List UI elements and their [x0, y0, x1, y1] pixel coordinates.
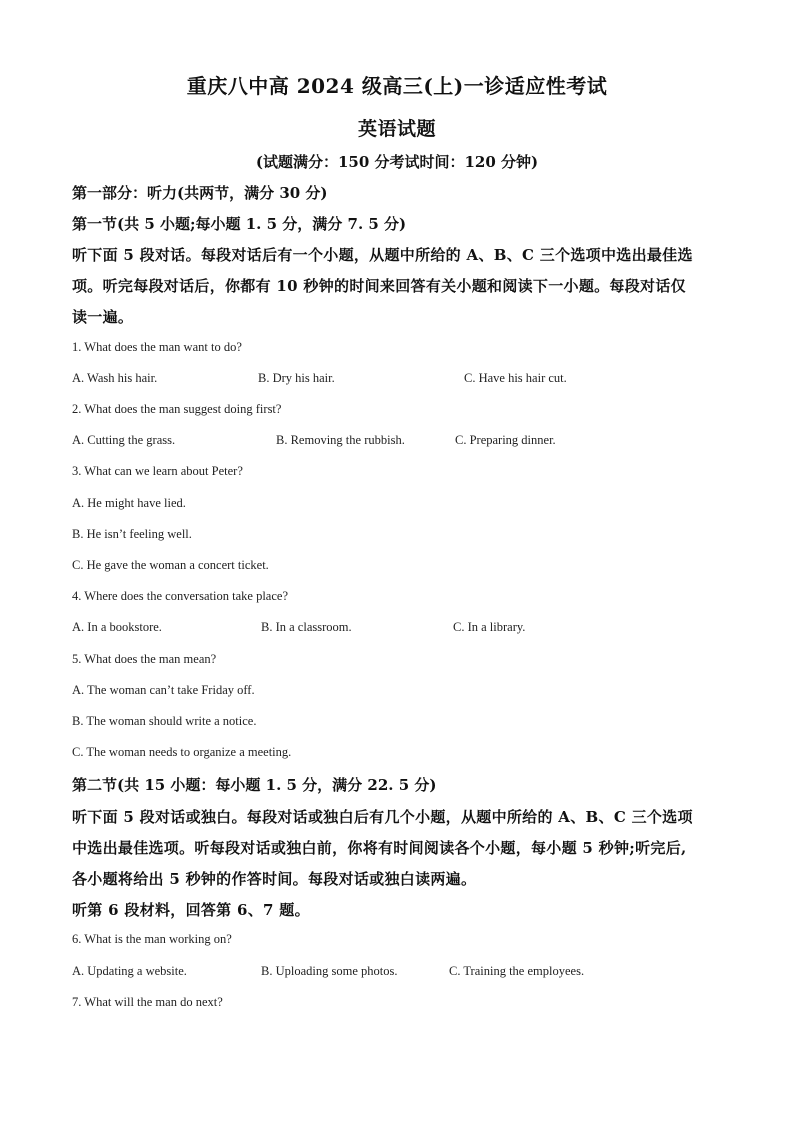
exam-info: (试题满分：150 分考试时间：120 分钟) [255, 153, 539, 171]
section2-instruction-line: 中选出最佳选项。听每段对话或独白前，你将有时间阅读各个小题，每小题 5 秒钟;听完后, [72, 839, 687, 857]
option-c: C. He gave the woman a concert ticket. [72, 558, 269, 572]
option-a: A. Wash his hair. [72, 371, 158, 385]
option-b: B. The woman should write a notice. [72, 714, 257, 728]
question-stem: 2. What does the man suggest doing first? [72, 402, 282, 416]
option-b: B. Dry his hair. [258, 371, 335, 385]
option-b: B. Removing the rubbish. [276, 433, 405, 447]
option-c: C. Preparing dinner. [455, 433, 556, 447]
option-c: C. Training the employees. [449, 964, 585, 978]
subject-title: 英语试题 [357, 118, 436, 140]
option-a: A. He might have lied. [72, 496, 186, 510]
question-stem: 1. What does the man want to do? [72, 340, 242, 354]
question-stem: 5. What does the man mean? [72, 652, 217, 666]
section1-instruction-line: 项。听完每段对话后，你都有 10 秒钟的时间来回答有关小题和阅读下一小题。每段对话仅 [72, 277, 686, 295]
question-stem: 6. What is the man working on? [72, 932, 232, 946]
option-a: A. Updating a website. [72, 964, 187, 978]
question-stem: 4. Where does the conversation take place? [72, 589, 288, 603]
option-c: C. The woman needs to organize a meeting. [72, 745, 292, 759]
section1-heading: 第一节(共 5 小题;每小题 1. 5 分，满分 7. 5 分) [72, 215, 407, 233]
option-a: A. Cutting the grass. [72, 433, 176, 447]
section1-instruction-line: 读一遍。 [72, 308, 134, 326]
option-c: C. Have his hair cut. [464, 371, 567, 385]
option-b: B. In a classroom. [261, 620, 352, 634]
section2-instruction-line: 听下面 5 段对话或独白。每段对话或独白后有几个小题，从题中所给的 A、B、C 三个选项 [72, 808, 693, 826]
option-b: B. He isn’t feeling well. [72, 527, 192, 541]
section2-heading: 第二节(共 15 小题：每小题 1. 5 分，满分 22. 5 分) [72, 776, 437, 794]
exam-title: 重庆八中高 2024 级高三(上)一诊适应性考试 [186, 74, 608, 98]
option-a: A. The woman can’t take Friday off. [72, 683, 255, 697]
section2-instruction-line: 各小题将给出 5 秒钟的作答时间。每段对话或独白读两遍。 [72, 870, 477, 888]
section1-instruction-line: 听下面 5 段对话。每段对话后有一个小题，从题中所给的 A、B、C 三个选项中选出最佳选 [72, 246, 693, 264]
option-b: B. Uploading some photos. [261, 964, 398, 978]
question-stem: 7. What will the man do next? [72, 995, 223, 1009]
option-a: A. In a bookstore. [72, 620, 162, 634]
question-stem: 3. What can we learn about Peter? [72, 464, 243, 478]
material-note: 听第 6 段材料，回答第 6、7 题。 [72, 901, 310, 919]
part1-heading: 第一部分：听力(共两节，满分 30 分) [72, 184, 328, 202]
option-c: C. In a library. [453, 620, 526, 634]
